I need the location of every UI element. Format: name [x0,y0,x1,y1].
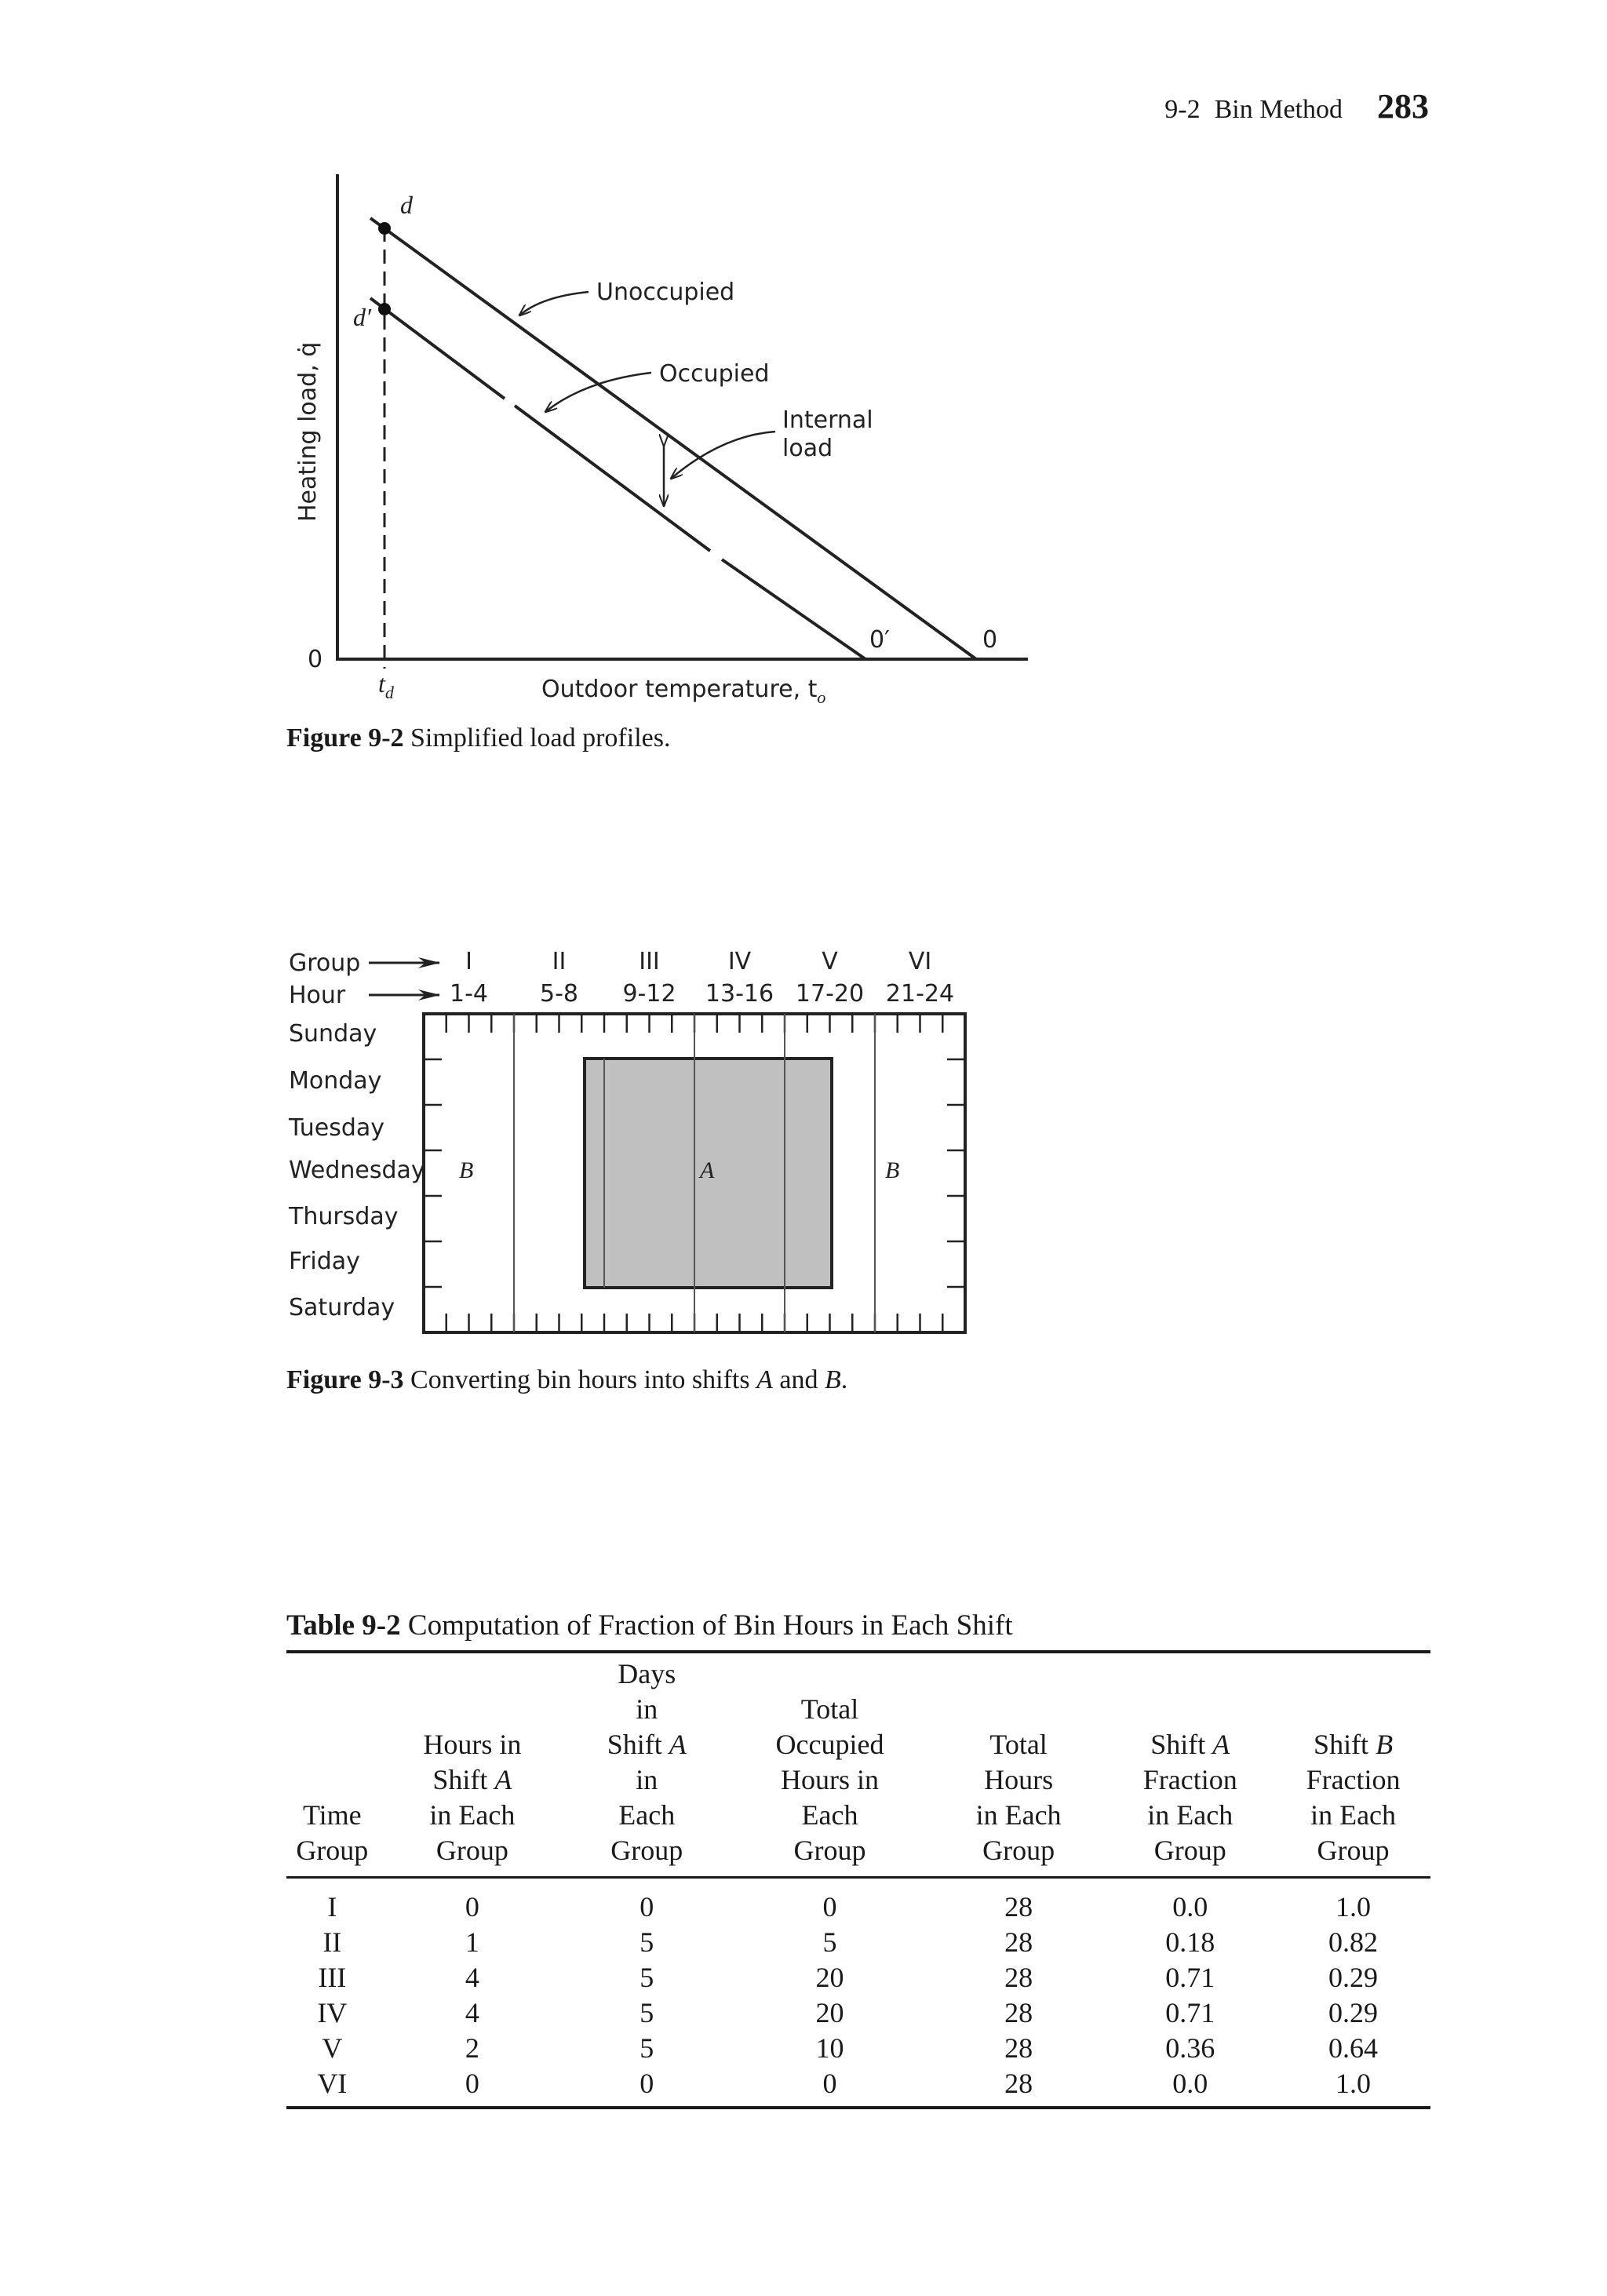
unoccupied-leader [519,292,589,315]
shift-a-label: A [700,1157,715,1183]
figure-9-3-label: Figure 9-3 [286,1365,404,1394]
table-row [286,1878,1430,1926]
table-cell: 20 [815,1962,844,1993]
column-header-2 [378,1652,567,1878]
figure-9-3-text: Converting bin hours into shifts [410,1365,750,1394]
column-header-line: in Each [975,1799,1062,1831]
table-cell: 10 [815,2032,844,2064]
column-header-line: Shift A [1150,1729,1230,1760]
figure-9-2-text: Simplified load profiles. [410,723,671,753]
column-header-line: Group [610,1835,683,1866]
column-header-line: Hours [984,1764,1054,1795]
shift-b-left-label: B [459,1157,474,1183]
day-label-saturday: Saturday [289,1294,395,1321]
column-header-3 [567,1652,727,1878]
column-header-6 [1104,1652,1276,1878]
load-profile-diagram [282,165,1051,714]
y-axis-title: Heating load, q̇ [294,341,322,522]
table-cell: 0.36 [1165,2032,1215,2064]
bin-hours-table [286,1650,1430,2109]
occupied-label: Occupied [659,360,770,388]
table-cell: III [318,1962,347,1993]
point-d-label: d [400,191,413,219]
group-label-4: IV [727,948,752,975]
column-header-line: in Each [1147,1799,1233,1831]
table-cell: 0.71 [1165,1997,1215,2028]
table-cell: 5 [640,1962,654,1993]
column-header-1 [286,1652,378,1878]
hour-label-4: 13-16 [705,980,774,1008]
o-prime-label: 0′ [869,626,890,654]
column-header-line: Group [1317,1835,1390,1866]
origin-label: 0 [308,646,323,673]
section-number: 9-2 [1164,95,1201,124]
column-header-line: Days [618,1658,676,1689]
table-cell: 0.18 [1165,1926,1215,1958]
hour-header-label: Hour [289,982,346,1009]
table-cell: 5 [640,2032,654,2064]
hour-labels [450,980,954,1008]
day-labels [288,1020,425,1321]
column-header-line: Total [800,1693,859,1725]
column-header-line: Fraction [1142,1764,1237,1795]
column-header-line: Group [793,1835,866,1866]
column-header-line: in [636,1693,658,1725]
occupied-load-line [370,298,865,659]
day-label-sunday: Sunday [289,1020,377,1048]
table-row [286,1925,1430,1960]
table-cell: 1.0 [1336,1891,1372,1922]
figure-9-3-shift-a: A [756,1365,773,1394]
figure-9-3-caption [286,1365,847,1395]
page-number: 283 [1377,87,1429,126]
column-header-line: in Each [1310,1799,1397,1831]
shift-grid-diagram [282,938,989,1346]
table-9-2-wrapper [286,1650,1430,2109]
column-header-line: Each [801,1799,858,1831]
table-cell: 28 [1004,1891,1033,1922]
group-label-1: I [465,948,472,975]
internal-load-label-line1: Internal [782,406,873,434]
column-header-7 [1276,1652,1430,1878]
column-header-line: Occupied [775,1729,884,1760]
table-cell: 4 [465,1997,479,2028]
table-body [286,1878,1430,2108]
column-header-line: Group [1153,1835,1226,1866]
table-9-2-text: Computation of Fraction of Bin Hours in Each Shift [407,1609,1013,1642]
table-cell: 0.29 [1328,1962,1379,1993]
column-header-5 [933,1652,1105,1878]
group-label-2: II [552,948,567,975]
hour-label-1: 1-4 [450,980,488,1008]
column-header-line: Hours in [781,1764,880,1795]
column-header-line: Time [302,1799,362,1831]
column-header-line: Shift A [432,1764,512,1795]
column-header-line: Hours in [423,1729,522,1760]
table-cell: 5 [640,1997,654,2028]
day-label-friday: Friday [289,1248,360,1275]
column-header-line: in [636,1764,658,1795]
table-cell: 1 [465,1926,479,1958]
section-title: Bin Method [1214,95,1343,124]
table-cell: I [327,1891,337,1922]
table-cell: 0.0 [1172,1891,1208,1922]
shift-b-right-label: B [885,1157,900,1183]
day-label-monday: Monday [289,1067,382,1095]
table-cell: V [322,2032,343,2064]
point-d-prime-marker [378,303,391,315]
table-9-2-label: Table 9-2 [286,1609,401,1642]
hour-label-2: 5-8 [540,980,578,1008]
table-cell: 28 [1004,2032,1033,2064]
figure-9-3-shift-b: B [824,1365,841,1394]
table-cell: 0.82 [1328,1926,1379,1958]
point-d-marker [378,222,391,235]
column-header-line: Shift B [1314,1729,1394,1760]
hour-label-6: 21-24 [885,980,955,1008]
group-label-3: III [639,948,660,975]
hour-label-3: 9-12 [622,980,676,1008]
table-row [286,2066,1430,2108]
table-cell: 0 [822,1891,837,1922]
column-header-line: Each [618,1799,676,1831]
table-cell: 0.64 [1328,2032,1379,2064]
internal-load-label-line2: load [782,435,833,462]
figure-9-3-period: . [840,1365,848,1394]
day-label-thursday: Thursday [289,1203,399,1230]
table-cell: 0 [727,2066,932,2108]
table-cell: 0.0 [1104,2066,1276,2108]
table-cell: 28 [933,2066,1105,2108]
table-cell: 28 [1004,1962,1033,1993]
table-cell: 0 [640,1891,654,1922]
group-label-5: V [822,948,838,975]
figure-9-2-label: Figure 9-2 [286,723,404,753]
table-row [286,1960,1430,1995]
column-header-line: in Each [429,1799,516,1831]
column-header-line: Fraction [1306,1764,1401,1795]
table-cell: 0.71 [1165,1962,1215,1993]
table-cell: 20 [815,1997,844,2028]
table-header-row [286,1652,1430,1878]
unoccupied-label: Unoccupied [596,279,735,306]
table-cell: VI [286,2066,378,2108]
internal-load-leader [671,432,775,479]
day-label-wednesday: Wednesday [289,1157,425,1184]
table-cell: 1.0 [1276,2066,1430,2108]
column-header-line: Group [435,1835,508,1866]
table-cell: 4 [465,1962,479,1993]
table-row [286,1995,1430,2031]
table-9-2-caption [286,1609,1013,1642]
o-label: 0 [982,626,998,654]
table-cell: 0.29 [1328,1997,1379,2028]
table-cell: IV [317,1997,348,2028]
group-header-label: Group [289,949,361,977]
table-cell: 0 [465,1891,479,1922]
x-axis-title: Outdoor temperature, $t_o$ [541,676,826,707]
table-cell: 5 [640,1926,654,1958]
column-header-4 [727,1652,932,1878]
column-header-line: Group [296,1835,369,1866]
td-label: $t_d$ [378,669,394,702]
table-cell: II [322,1926,342,1958]
group-labels [465,948,931,975]
table-cell: 28 [1004,1997,1033,2028]
table-cell: 0 [378,2066,567,2108]
table-cell: 5 [822,1926,837,1958]
table-row [286,2031,1430,2066]
occupied-leader [545,373,651,412]
group-label-6: VI [908,948,932,975]
running-header [1164,86,1429,126]
column-header-line: Group [982,1835,1055,1866]
table-cell: 0 [567,2066,727,2108]
table-cell: 28 [1004,1926,1033,1958]
figure-9-2-caption [286,723,670,753]
day-label-tuesday: Tuesday [289,1114,385,1142]
figure-9-3-and: and [779,1365,818,1394]
column-header-line: Total [989,1729,1048,1760]
column-header-line: Shift A [607,1729,687,1760]
point-d-prime-label: d′ [353,303,371,331]
hour-label-5: 17-20 [795,980,865,1008]
table-cell: 2 [465,2032,479,2064]
